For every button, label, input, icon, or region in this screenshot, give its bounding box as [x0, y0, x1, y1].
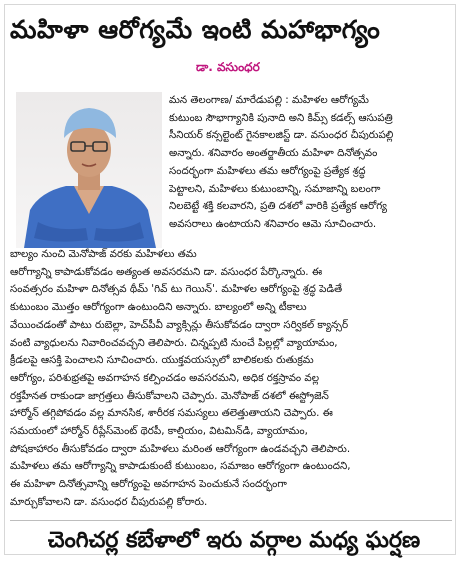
body-line: పోషకాహారం తీసుకోవడం ద్వారా మహిళలు మరింత ఆరోగ్యంగా ఉండవచ్చని తెలిపారు.: [10, 442, 351, 455]
lead-line: అన్నారు. శనివారం అంతర్జాతీయ మహిళా దినోత్సవం: [169, 147, 378, 160]
article-lead: [169, 92, 454, 234]
body-line: హార్మోన్ తగ్గిపోవడం వల్ల మానసిక, శారీరక సమస్యలు తలెత్తుతాయని చెప్పారు. ఈ: [10, 407, 333, 420]
body-line: మహిళలు తమ ఆరోగ్యాన్ని కాపాడుకుంటే కుటుంబం, సమాజం ఆరోగ్యంగా ఉంటుందని,: [10, 460, 351, 473]
lead-line: సీనియర్ కన్సల్టెంట్ గైనకాలజిస్ట్ డా. వసుంధర చీపురుపల్లి: [169, 129, 394, 142]
doctor-photo: [16, 92, 162, 248]
next-article-headline: చెంగిచర్ల కబేళాలో ఇరు వర్గాల మధ్య ఘర్షణ: [47, 528, 421, 553]
body-line: ఈ మహిళా దినోత్సవాన్ని ఆరోగ్యంపై అవగాహన పెంచుకునే సందర్భంగా: [10, 478, 287, 491]
body-line: క్రీడలపై ఆసక్తి పెంచాలని సూచించారు. యుక్తవయస్సులో బాలికలకు రుతుక్రమ: [10, 354, 314, 367]
body-line: ఆరోగ్యాన్ని కాపాడుకోవడం అత్యంత అవసరమని డా. వసుంధర పేర్కొన్నారు. ఈ: [10, 265, 323, 278]
article-divider: [10, 520, 452, 521]
body-line: ఆరోగ్యం, పరిశుభ్రతపై అవగాహన కల్పించడం అవసరమని, అధిక రక్తస్రావం వల్ల: [10, 371, 320, 384]
body-line: రక్తహీనత రాకుండా జాగ్రత్తలు తీసుకోవాలని చెప్పారు. మెనోపాజ్ దశలో ఈస్ట్రోజెన్: [10, 389, 329, 402]
lead-line: నిలబెట్టే శక్తి కలవారని, ప్రతి దశలో వారికి ప్రత్యేక ఆరోగ్య: [169, 200, 387, 213]
lead-line: సందర్భంగా మహిళలు తమ ఆరోగ్యంపై ప్రత్యేక శ్రద్ధ: [169, 164, 366, 177]
body-line: సంవత్సరం మహిళా దినోత్సవ థీమ్ 'గివ్ టు గెయిన్'. మహిళల ఆరోగ్యంపై శ్రద్ధ పెడితే: [10, 283, 343, 296]
article-headline: మహిళా ఆరోగ్యమే ఇంటి మహాభాగ్యం: [10, 15, 381, 44]
article-body: [10, 246, 454, 512]
lead-line: పెట్టాలని, మహిళలు కుటుంబాన్ని, సమాజాన్ని బలంగా: [169, 182, 381, 195]
lead-line: అవసరాలు ఉంటాయని శనివారం ఆమె సూచించారు.: [169, 217, 377, 230]
body-line: కుటుంబం మొత్తం ఆరోగ్యంగా ఉంటుందిని అన్నారు. బాల్యంలో అన్ని టీకాలు: [10, 301, 307, 314]
body-line: వేయించడంతో పాటు రుబెల్లా, హెచ్‌పీవీ వ్యాక్సిన్లు తీసుకోవడం ద్వారా సర్వికల్ క్యాన్సర్: [10, 318, 349, 331]
doctor-illustration: [16, 92, 162, 248]
body-line: మార్చుకోవాలని డా. వసుంధర చీపురుపల్లి కోరారు.: [10, 495, 208, 508]
body-line: వంటి వ్యాధులను నివారించవచ్చని తెలిపారు. చిన్నప్పటి నుంచే పిల్లల్లో వ్యాయామం,: [10, 336, 338, 349]
lead-line: కుటుంబ సౌభాగ్యానికి పునాది అని కిమ్స్ కడల్స్ ఆసుపత్రి: [169, 111, 393, 124]
article-byline: డా. వసుంధర: [196, 60, 260, 74]
lead-line: మన తెలంగాణ/ మారేడుపల్లి : మహిళల ఆరోగ్యమే: [169, 94, 369, 106]
body-line: సమయంలో హార్మోన్ రీప్లేస్‌మెంట్ థెరపీ, కాల్షియం, విటమిన్‌డి, వ్యాయామం,: [10, 425, 308, 438]
body-line: బాల్యం నుంచి మెనోపాజ్ వరకు మహిళలు తమ: [10, 248, 197, 260]
